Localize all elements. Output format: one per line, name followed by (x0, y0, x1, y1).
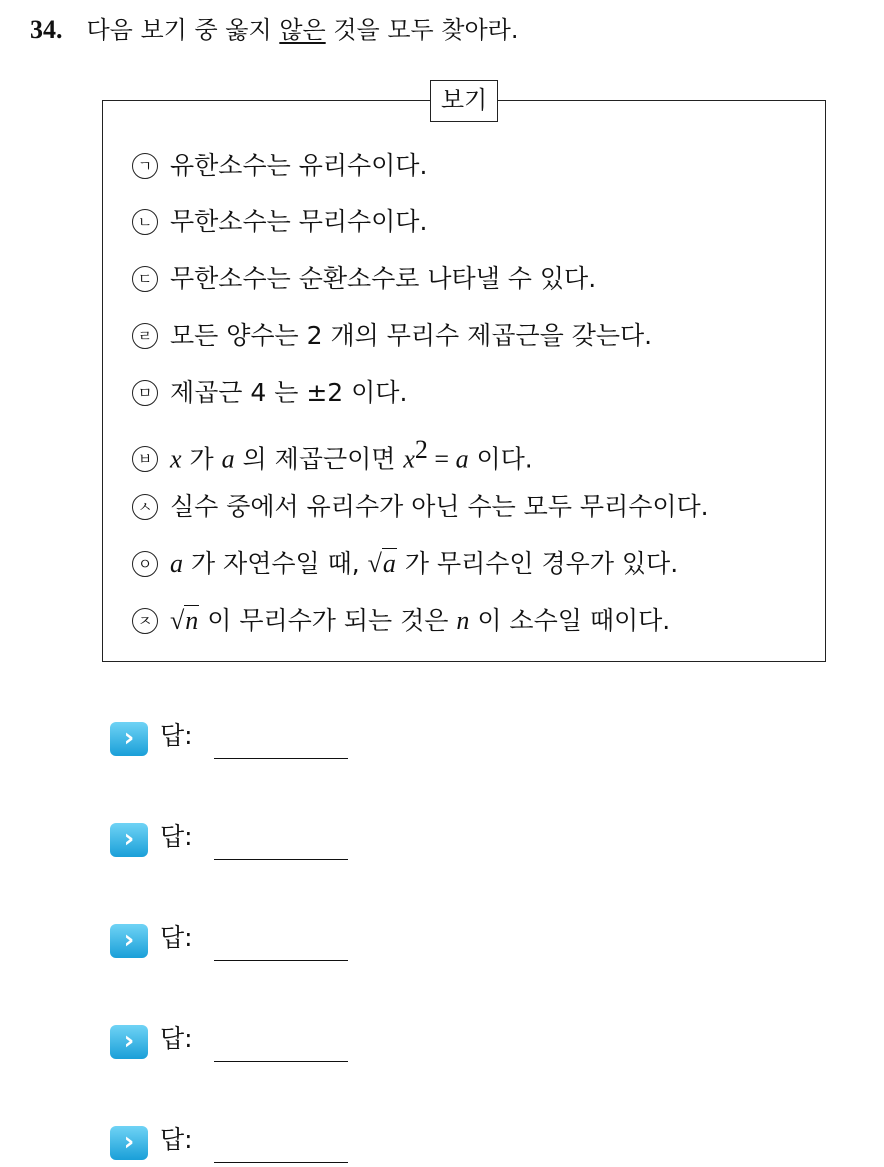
statement-item (132, 148, 427, 184)
statement-text: 의 제곱근이면 (234, 444, 404, 474)
statement-item (132, 603, 670, 639)
statement-text: 제곱근 4 는 ±2 이다. (170, 378, 408, 407)
statement-text: 무한소수는 무리수이다. (170, 207, 428, 236)
math-exponent: 2 (414, 435, 428, 464)
statement-item (132, 546, 678, 582)
math-var: a (170, 549, 183, 578)
circled-marker: ㅇ (132, 551, 158, 577)
sqrt-expression (368, 546, 397, 583)
chevron-right-icon: › (110, 1025, 148, 1059)
question-text-underlined: 않은 (279, 16, 326, 44)
statement-item (132, 375, 407, 411)
answer-blank[interactable] (214, 1061, 348, 1062)
question-text (87, 15, 519, 45)
statement-text: 모든 양수는 2 개의 무리수 제곱근을 갖는다. (170, 321, 653, 350)
math-var: x (403, 444, 415, 474)
circled-marker: ㅈ (132, 608, 158, 634)
math-var: a (382, 549, 396, 578)
question-text-after: 것을 모두 찾아라. (325, 16, 519, 44)
math-equals: = (427, 444, 456, 474)
statement-text: 유한소수는 유리수이다. (170, 151, 428, 180)
question-text-before: 다음 보기 중 옳지 (86, 16, 280, 44)
circled-marker: ㄹ (132, 323, 158, 349)
statement-text: 가 무리수인 경우가 있다. (396, 549, 679, 578)
circled-marker: ㄱ (132, 153, 158, 179)
statement-text: 무한소수는 순환소수로 나타낼 수 있다. (170, 264, 597, 293)
answer-blank[interactable] (214, 758, 348, 759)
circled-marker: ㅅ (132, 494, 158, 520)
sqrt-sign: √ (367, 549, 382, 578)
statement-text: 이 무리수가 되는 것은 (199, 606, 457, 635)
statement-text: 이 소수일 때이다. (469, 606, 671, 635)
question-header (30, 12, 519, 48)
statement-text: 이다. (468, 444, 533, 474)
answer-blank[interactable] (214, 960, 348, 961)
answer-label: 답: (160, 923, 193, 952)
bogi-title: 보기 (430, 80, 498, 122)
answer-blank[interactable] (214, 859, 348, 860)
answer-label: 답: (160, 1024, 193, 1053)
sqrt-expression (170, 603, 199, 640)
statement-text: 실수 중에서 유리수가 아닌 수는 모두 무리수이다. (170, 492, 709, 521)
question-number: 34. (30, 15, 63, 44)
circled-marker: ㅂ (132, 446, 158, 472)
math-var: a (221, 444, 235, 474)
answer-blank[interactable] (214, 1162, 348, 1163)
statement-item (132, 432, 533, 474)
statement-text: 가 (181, 444, 222, 474)
circled-marker: ㄷ (132, 266, 158, 292)
math-var: n (185, 606, 199, 635)
math-var: x (170, 444, 182, 474)
answer-label: 답: (160, 721, 193, 750)
answer-label: 답: (160, 822, 193, 851)
answer-label: 답: (160, 1125, 193, 1154)
circled-marker: ㅁ (132, 380, 158, 406)
chevron-right-icon: › (110, 722, 148, 756)
chevron-right-icon: › (110, 924, 148, 958)
statement-item (132, 261, 596, 297)
math-var: a (455, 444, 469, 474)
statement-text: 가 자연수일 때, (183, 549, 368, 578)
circled-marker: ㄴ (132, 209, 158, 235)
statement-item (132, 204, 427, 240)
statement-item (132, 318, 652, 354)
chevron-right-icon: › (110, 823, 148, 857)
statement-item (132, 489, 709, 525)
sqrt-sign: √ (170, 606, 185, 635)
math-var: n (456, 606, 470, 635)
chevron-right-icon: › (110, 1126, 148, 1160)
